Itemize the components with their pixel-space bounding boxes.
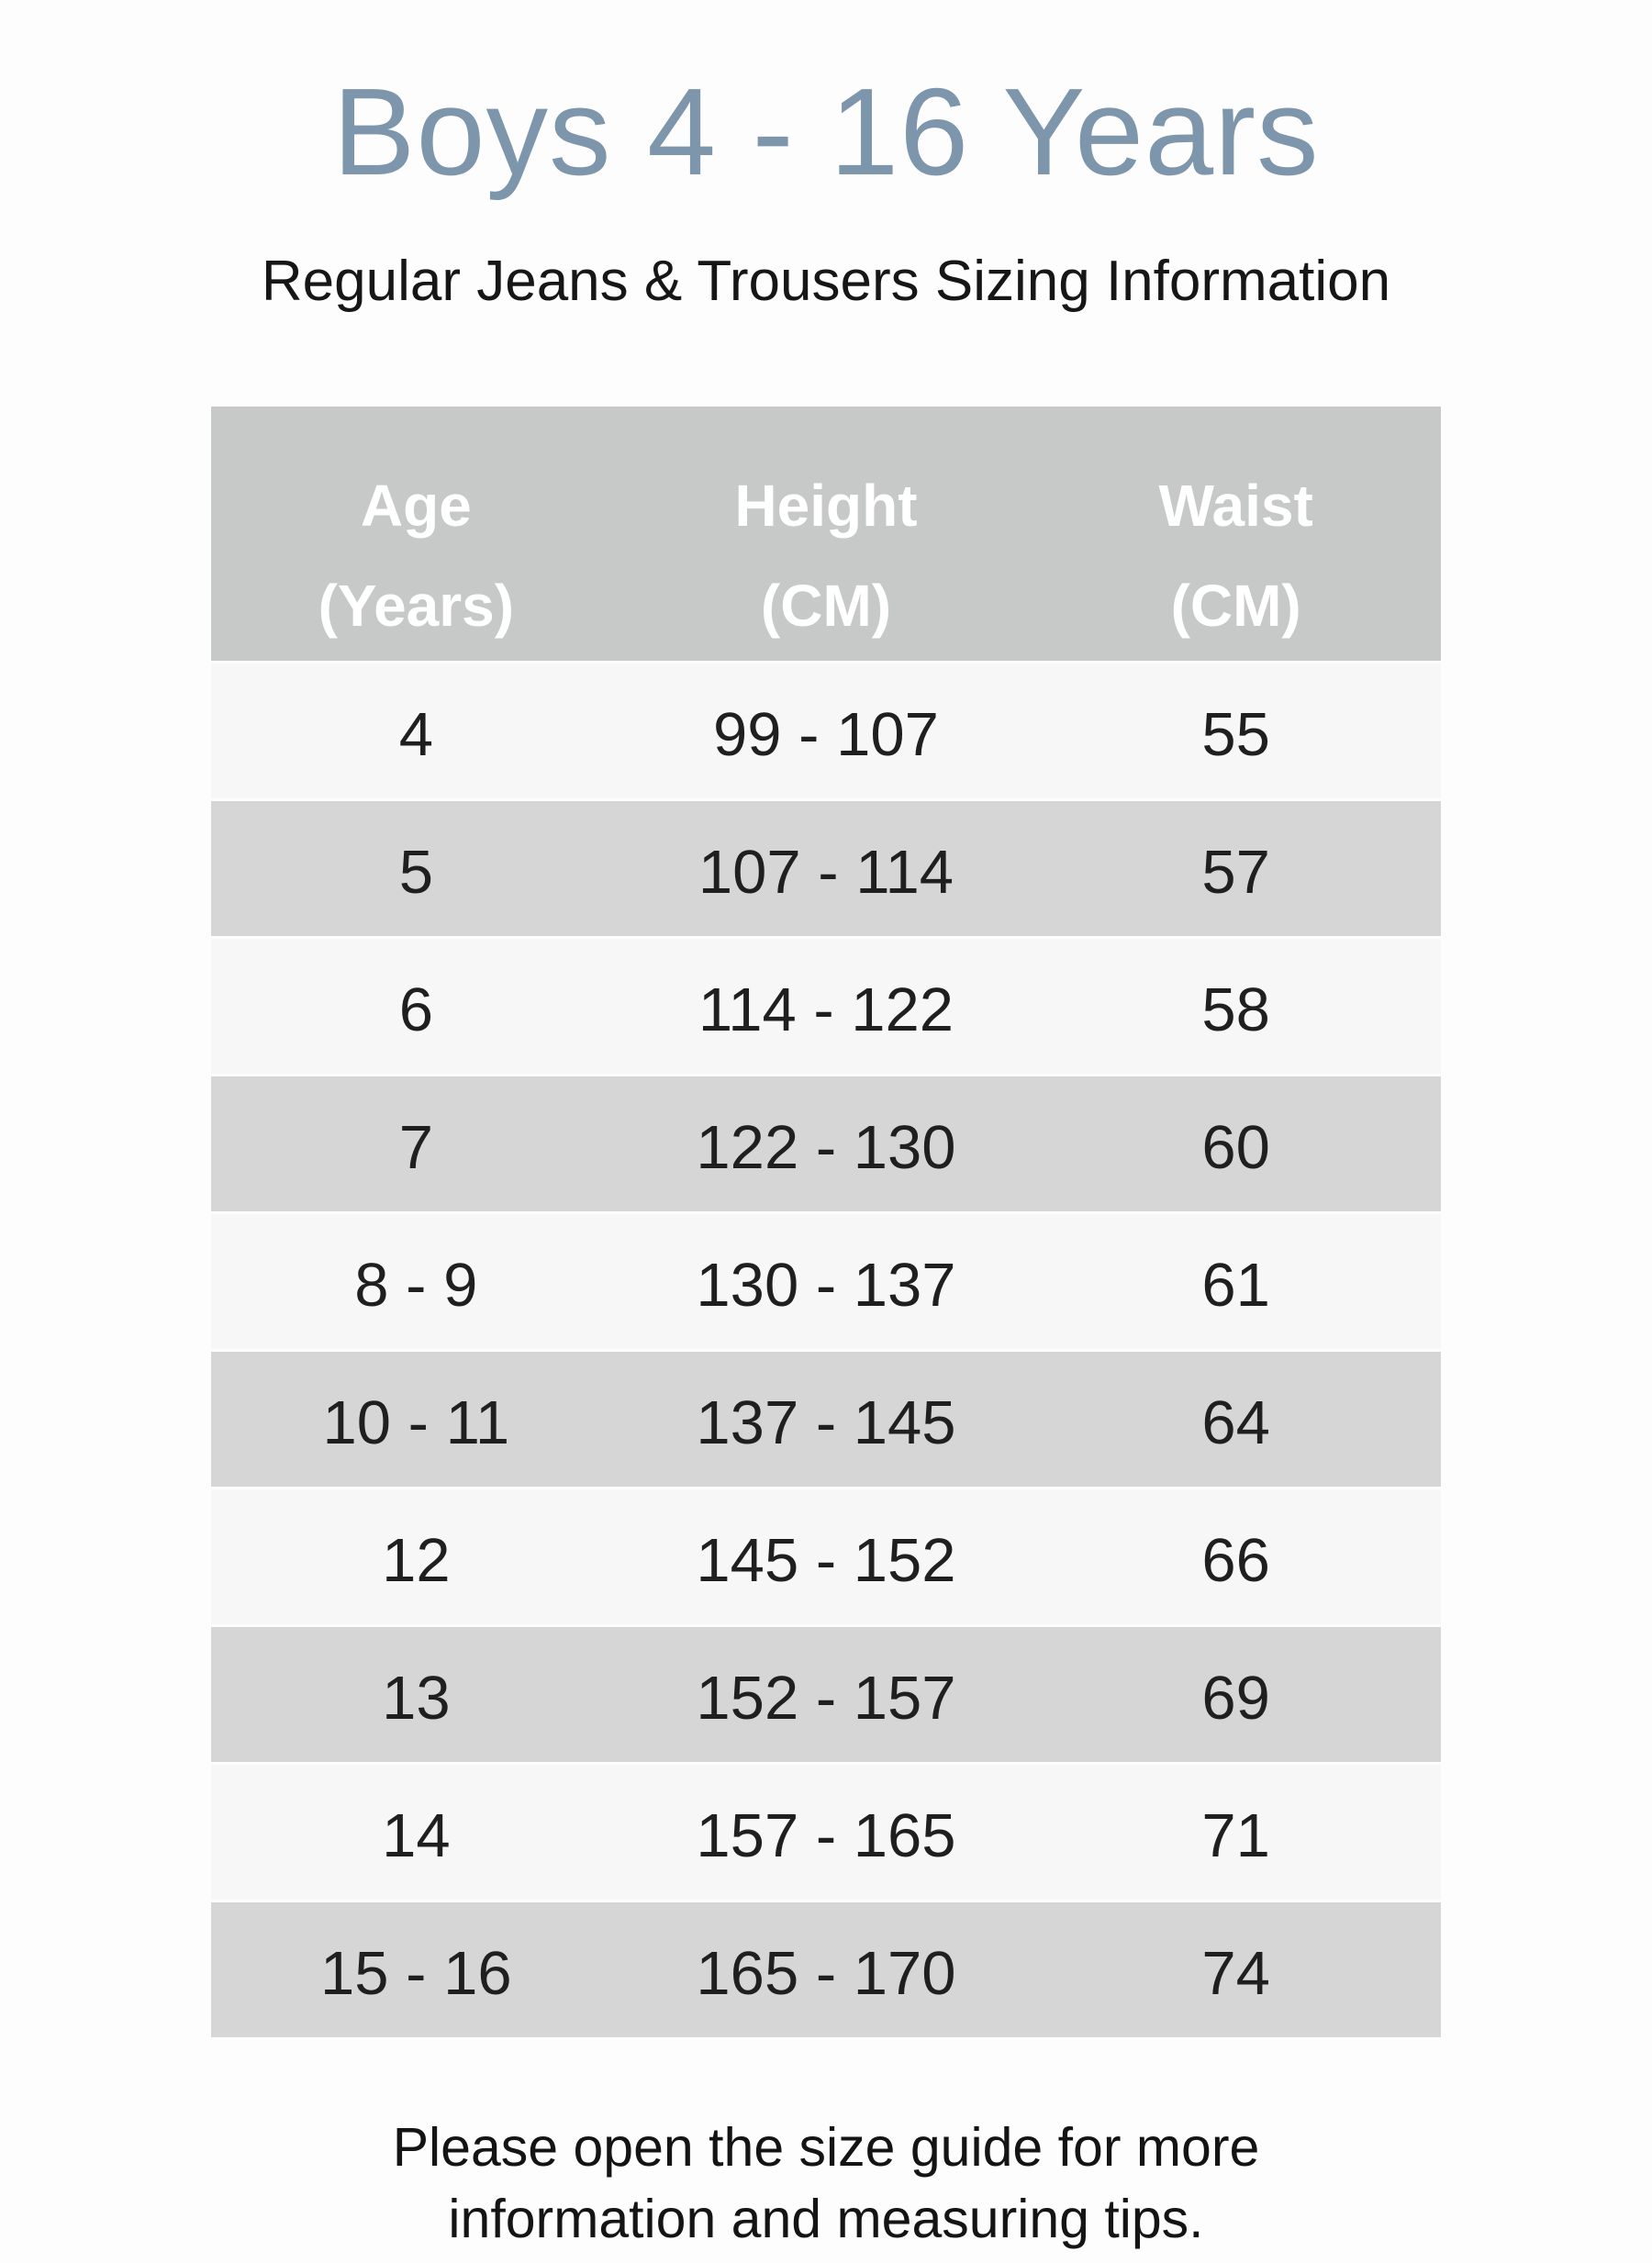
waist-cell: 61 xyxy=(1031,1212,1441,1350)
age-cell: 12 xyxy=(211,1488,621,1625)
page-title: Boys 4 - 16 Years xyxy=(332,62,1320,201)
age-cell: 5 xyxy=(211,799,621,937)
header-height-line1: Height xyxy=(734,472,918,539)
header-waist-line2: (CM) xyxy=(1170,573,1301,640)
table-row xyxy=(211,1212,1441,1350)
height-cell: 137 - 145 xyxy=(621,1350,1032,1488)
column-header-waist-text xyxy=(1031,407,1441,641)
table-row xyxy=(211,1488,1441,1625)
header-waist-line1: Waist xyxy=(1158,472,1313,539)
age-cell: 15 - 16 xyxy=(211,1901,621,2037)
age-cell: 14 xyxy=(211,1763,621,1901)
footer-note-line1: Please open the size guide for more xyxy=(392,2116,1260,2178)
size-table-header-row xyxy=(211,407,1441,663)
page-subtitle: Regular Jeans & Trousers Sizing Information xyxy=(261,250,1391,314)
table-row xyxy=(211,1901,1441,2037)
header-height-line2: (CM) xyxy=(760,573,892,640)
footer-note xyxy=(321,2113,1331,2256)
table-row xyxy=(211,799,1441,937)
height-cell: 107 - 114 xyxy=(621,799,1032,937)
height-cell: 145 - 152 xyxy=(621,1488,1032,1625)
table-row xyxy=(211,937,1441,1075)
column-header-waist xyxy=(1031,407,1441,663)
column-header-age-text xyxy=(211,407,621,641)
age-cell: 4 xyxy=(211,662,621,799)
table-row xyxy=(211,1763,1441,1901)
size-table-body xyxy=(211,662,1441,2037)
size-guide-page xyxy=(0,61,1652,2263)
table-row xyxy=(211,662,1441,799)
size-table xyxy=(211,407,1441,2037)
column-header-height-text xyxy=(621,407,1032,641)
size-table-head xyxy=(211,407,1441,663)
waist-cell: 71 xyxy=(1031,1763,1441,1901)
waist-cell: 55 xyxy=(1031,662,1441,799)
age-cell: 10 - 11 xyxy=(211,1350,621,1488)
header-age-line2: (Years) xyxy=(318,573,515,640)
column-header-height xyxy=(621,407,1032,663)
table-row xyxy=(211,1350,1441,1488)
waist-cell: 60 xyxy=(1031,1075,1441,1212)
header-age-line1: Age xyxy=(360,472,472,539)
age-cell: 8 - 9 xyxy=(211,1212,621,1350)
table-row xyxy=(211,1075,1441,1212)
footer-note-line2: information and measuring tips. xyxy=(448,2188,1204,2249)
age-cell: 13 xyxy=(211,1625,621,1763)
waist-cell: 74 xyxy=(1031,1901,1441,2037)
waist-cell: 64 xyxy=(1031,1350,1441,1488)
height-cell: 165 - 170 xyxy=(621,1901,1032,2037)
height-cell: 122 - 130 xyxy=(621,1075,1032,1212)
column-header-age xyxy=(211,407,621,663)
waist-cell: 57 xyxy=(1031,799,1441,937)
age-cell: 7 xyxy=(211,1075,621,1212)
height-cell: 99 - 107 xyxy=(621,662,1032,799)
height-cell: 130 - 137 xyxy=(621,1212,1032,1350)
table-row xyxy=(211,1625,1441,1763)
age-cell: 6 xyxy=(211,937,621,1075)
waist-cell: 69 xyxy=(1031,1625,1441,1763)
height-cell: 152 - 157 xyxy=(621,1625,1032,1763)
waist-cell: 58 xyxy=(1031,937,1441,1075)
waist-cell: 66 xyxy=(1031,1488,1441,1625)
height-cell: 114 - 122 xyxy=(621,937,1032,1075)
height-cell: 157 - 165 xyxy=(621,1763,1032,1901)
